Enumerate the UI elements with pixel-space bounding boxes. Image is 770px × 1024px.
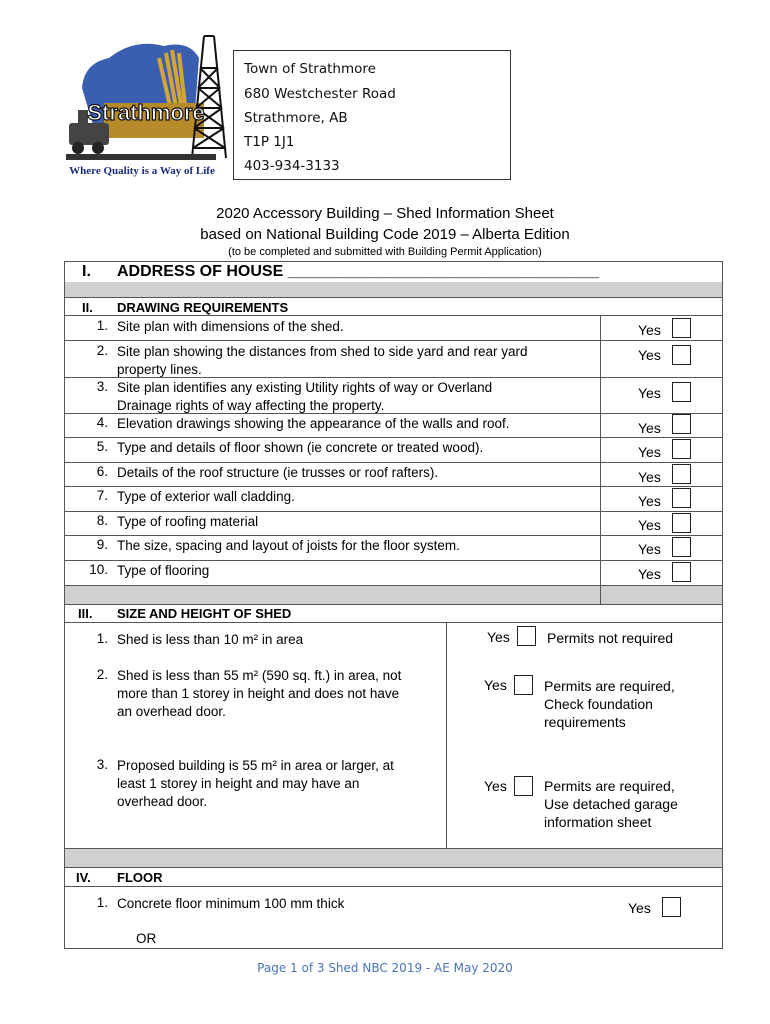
yes-label: Yes <box>638 322 661 338</box>
section-3-title: SIZE AND HEIGHT OF SHED <box>117 606 292 621</box>
section-2-title: DRAWING REQUIREMENTS <box>117 300 289 315</box>
section-1-number: I. <box>82 263 91 280</box>
drawing-req-10-checkbox[interactable] <box>672 562 691 582</box>
document-subtitle: based on National Building Code 2019 – Alberta Edition <box>200 226 570 243</box>
section-4-number: IV. <box>76 870 91 885</box>
logo-tagline: Where Quality is a Way of Life <box>69 165 215 177</box>
item-number: 3. <box>96 757 108 772</box>
address-box <box>233 50 511 180</box>
drawing-req-9: The size, spacing and layout of joists for the floor system. <box>117 538 460 553</box>
drawing-req-8-checkbox[interactable] <box>672 513 691 533</box>
size-condition-1-result: Permits not required <box>547 630 674 646</box>
size-condition-1-checkbox[interactable] <box>517 626 536 646</box>
item-number: 7. <box>96 488 108 503</box>
size-condition-1: Shed is less than 10 m² in area <box>117 632 304 647</box>
page-footer: Page 1 of 3 Shed NBC 2019 - AE May 2020 <box>257 961 513 975</box>
logo-wordmark: Strathmore <box>87 100 205 125</box>
yes-label: Yes <box>638 385 661 401</box>
section-divider <box>65 849 722 867</box>
drawing-req-2-checkbox[interactable] <box>672 345 691 365</box>
size-condition-2: Shed is less than 55 m² (590 sq. ft.) in area, not more than 1 storey in height and does not have an overhead door. <box>117 668 402 719</box>
address-line: T1P 1J1 <box>244 134 295 150</box>
yes-label: Yes <box>638 566 661 582</box>
size-condition-3: Proposed building is 55 m² in area or larger, at least 1 storey in height and may have an overhead door. <box>117 758 394 809</box>
strathmore-logo <box>64 28 232 182</box>
item-number: 3. <box>96 379 108 394</box>
drawing-req-6: Details of the roof structure (ie trusses or roof rafters). <box>117 465 439 480</box>
yes-label: Yes <box>628 900 651 916</box>
size-condition-2-checkbox[interactable] <box>514 675 533 695</box>
yes-label: Yes <box>638 420 661 436</box>
item-number: 6. <box>96 464 108 479</box>
section-4-title: FLOOR <box>117 870 163 885</box>
section-1-title: ADDRESS OF HOUSE ___________________________________ <box>117 263 600 280</box>
drawing-req-8: Type of roofing material <box>117 514 259 529</box>
section-3-number: III. <box>78 606 93 621</box>
item-number: 8. <box>96 513 108 528</box>
drawing-req-6-checkbox[interactable] <box>672 464 691 484</box>
size-condition-2-result: Permits are required, Check foundation requirements <box>544 678 675 730</box>
section-2-number: II. <box>82 300 93 315</box>
address-line: 680 Westchester Road <box>244 86 396 102</box>
drawing-req-7-checkbox[interactable] <box>672 488 691 508</box>
item-number: 9. <box>96 537 108 552</box>
section-divider <box>65 586 600 604</box>
drawing-req-5-checkbox[interactable] <box>672 439 691 459</box>
drawing-req-2: Site plan showing the distances from shed to side yard and rear yard property lines. <box>117 344 528 377</box>
yes-label: Yes <box>638 541 661 557</box>
floor-option-1: Concrete floor minimum 100 mm thick <box>117 896 345 911</box>
section-divider <box>65 282 722 297</box>
drawing-req-3: Site plan identifies any existing Utility rights of way or Overland Drainage rights of way affecting the property. <box>117 380 493 413</box>
item-number: 2. <box>96 667 108 682</box>
drawing-req-1-checkbox[interactable] <box>672 318 691 338</box>
item-number: 10. <box>89 562 108 577</box>
item-number: 1. <box>96 318 108 333</box>
address-line: Town of Strathmore <box>244 61 376 77</box>
document-instructions: (to be completed and submitted with Building Permit Application) <box>228 246 542 258</box>
address-line: Strathmore, AB <box>244 110 348 126</box>
yes-label: Yes <box>638 469 661 485</box>
drawing-req-4-checkbox[interactable] <box>672 414 691 434</box>
drawing-req-7: Type of exterior wall cladding. <box>117 489 295 504</box>
item-number: 4. <box>96 415 108 430</box>
or-separator: OR <box>136 931 157 946</box>
item-number: 2. <box>96 343 108 358</box>
item-number: 1. <box>96 631 108 646</box>
drawing-req-10: Type of flooring <box>117 563 210 578</box>
floor-option-1-checkbox[interactable] <box>662 897 681 917</box>
yes-label: Yes <box>638 444 661 460</box>
drawing-req-4: Elevation drawings showing the appearance of the walls and roof. <box>117 416 510 431</box>
size-condition-3-checkbox[interactable] <box>514 776 533 796</box>
size-condition-3-result: Permits are required, Use detached garage information sheet <box>544 778 678 830</box>
drawing-req-5: Type and details of floor shown (ie concrete or treated wood). <box>117 440 484 455</box>
yes-label: Yes <box>487 629 510 645</box>
drawing-req-1: Site plan with dimensions of the shed. <box>117 319 344 334</box>
yes-label: Yes <box>484 677 507 693</box>
yes-label: Yes <box>638 493 661 509</box>
document-title: 2020 Accessory Building – Shed Information Sheet <box>216 205 554 222</box>
drawing-req-3-checkbox[interactable] <box>672 382 691 402</box>
yes-label: Yes <box>484 778 507 794</box>
item-number: 1. <box>96 895 108 910</box>
yes-label: Yes <box>638 517 661 533</box>
item-number: 5. <box>96 439 108 454</box>
drawing-req-9-checkbox[interactable] <box>672 537 691 557</box>
section-divider <box>601 586 722 604</box>
address-line: 403-934-3133 <box>244 158 340 174</box>
yes-label: Yes <box>638 347 661 363</box>
